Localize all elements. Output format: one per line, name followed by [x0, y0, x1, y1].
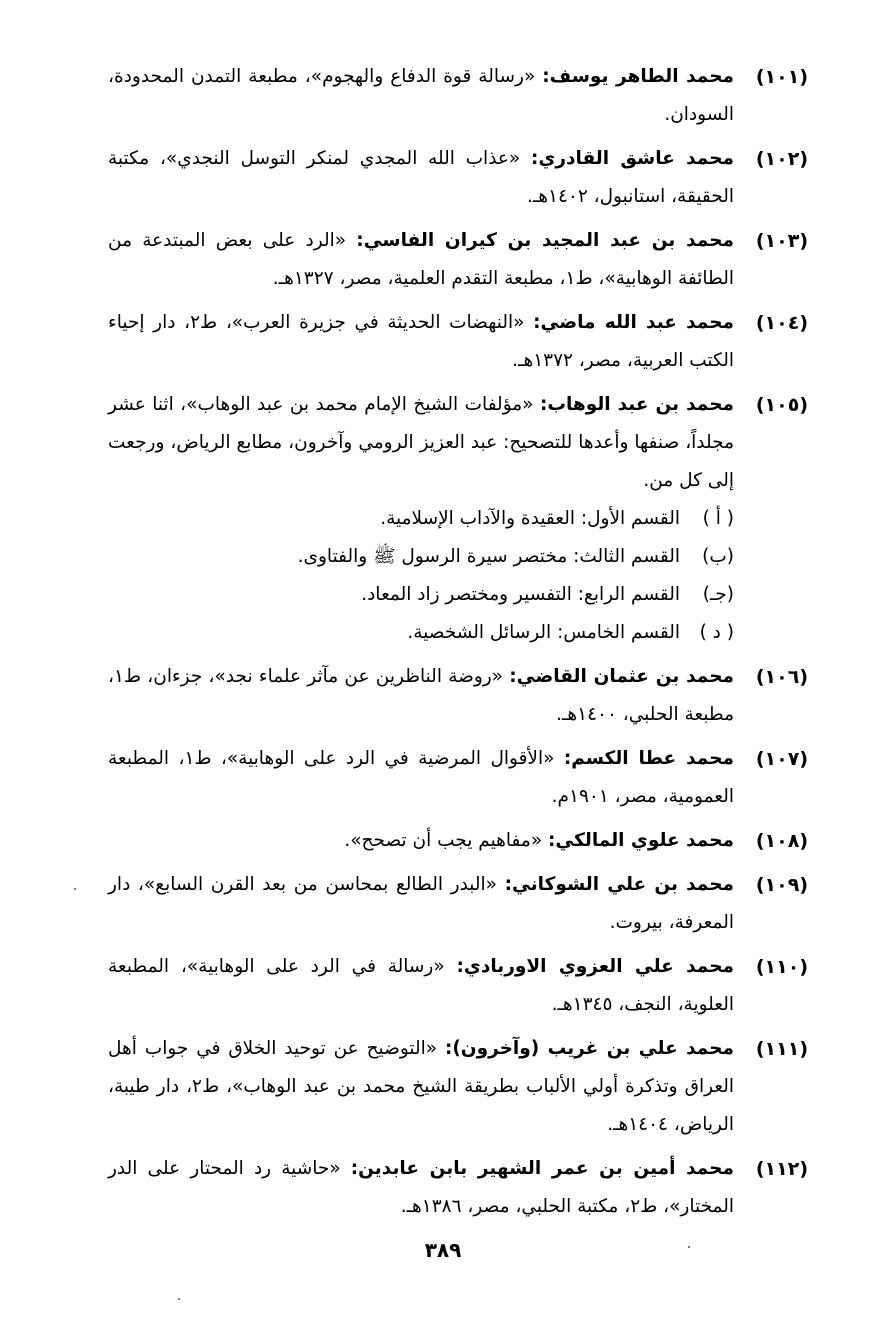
entry-author: محمد علوي المالكي: [548, 830, 734, 851]
volume-subitem [108, 538, 734, 576]
bibliography-list [108, 58, 808, 1232]
volume-sublist [108, 500, 734, 652]
entry-number: (١١٢) [755, 1158, 808, 1180]
entry-number: (١١٠) [755, 956, 808, 978]
subitem-label: ( د ) [699, 622, 734, 643]
entry-author: محمد عاشق القادري: [531, 148, 734, 169]
bibliography-entry [108, 948, 808, 1024]
scan-speck [178, 1298, 180, 1300]
entry-author: محمد بن عثمان القاضي: [509, 666, 734, 687]
entry-text: «الرد على بعض المبتدعة من الطائفة الوهابية»، ط١، مطبعة التقدم العلمية، مصر، ١٣٢٧هـ. [108, 230, 734, 289]
entry-body [108, 386, 734, 652]
subitem-text: القسم الأول: العقيدة والآداب الإسلامية. [380, 508, 680, 529]
entry-text: «روضة الناظرين عن مآثر علماء نجد»، جزءان، ط١، مطبعة الحلبي، ١٤٠٠هـ. [108, 666, 734, 725]
bibliography-entry [108, 740, 808, 816]
entry-number: (١٠٧) [755, 748, 808, 770]
bibliography-entry [108, 866, 808, 942]
bibliography-entry [108, 222, 808, 298]
entry-author: محمد علي بن غريب (وآخرون): [444, 1038, 734, 1059]
entry-text: «حاشية رد المحتار على الدر المختار»، ط٢، مكتبة الحلبي، مصر، ١٣٨٦هـ. [108, 1158, 734, 1217]
page-number: ٣٨٩ [424, 1238, 462, 1262]
bibliography-entry [108, 1030, 808, 1144]
entry-text: «رسالة في الرد على الوهابية»، المطبعة العلوية، النجف، ١٣٤٥هـ. [108, 956, 734, 1015]
entry-author: محمد بن علي الشوكاني: [504, 874, 734, 895]
entry-body [108, 140, 734, 216]
entry-body [108, 58, 734, 134]
entry-number: (١٠٤) [755, 312, 808, 334]
entry-body [108, 1150, 734, 1226]
entry-number: (١٠٢) [755, 148, 808, 170]
entry-author: محمد بن عبد المجيد بن كيران الفاسي: [356, 230, 735, 251]
entry-body [108, 304, 734, 380]
scan-speck [688, 1246, 690, 1248]
entry-text: «عذاب الله المجدي لمنكر التوسل النجدي»، مكتبة الحقيقة، استانبول، ١٤٠٢هـ. [108, 148, 734, 207]
entry-text: «النهضات الحديثة في جزيرة العرب»، ط٢، دار إحياء الكتب العربية، مصر، ١٣٧٢هـ. [108, 312, 734, 371]
entry-author: محمد عبد الله ماضي: [533, 312, 734, 333]
bibliography-entry [108, 58, 808, 134]
bibliography-entry [108, 822, 808, 860]
volume-subitem [108, 576, 734, 614]
entry-text: «مؤلفات الشيخ الإمام محمد بن عبد الوهاب»، اثنا عشر مجلداً، صنفها وأعدها للتصحيح: عبد العزيز الرومي وآخرون، مطابع الرياض، ورجعت إلى كل من. [108, 394, 734, 491]
subitem-label: ( أ ) [702, 508, 734, 529]
bibliography-entry [108, 386, 808, 652]
entry-body [108, 948, 734, 1024]
entry-body [108, 222, 734, 298]
entry-text: «الأقوال المرضية في الرد على الوهابية»، ط١، المطبعة العمومية، مصر، ١٩٠١م. [108, 748, 734, 807]
entry-number: (١٠٣) [755, 230, 808, 252]
entry-body [108, 740, 734, 816]
volume-subitem [108, 500, 734, 538]
entry-number: (١٠١) [755, 66, 808, 88]
entry-body [108, 822, 734, 860]
entry-body [108, 866, 734, 942]
entry-author: محمد عطا الكسم: [563, 748, 734, 769]
entry-author: محمد الطاهر يوسف: [542, 66, 734, 87]
bibliography-entry [108, 304, 808, 380]
entry-number: (١٠٨) [755, 830, 808, 852]
entry-number: (١٠٥) [755, 394, 808, 416]
entry-author: محمد بن عبد الوهاب: [539, 394, 734, 415]
entry-text: «رسالة قوة الدفاع والهجوم»، مطبعة التمدن المحدودة، السودان. [108, 66, 734, 125]
entry-number: (١٠٦) [755, 666, 808, 688]
entry-text: «مفاهيم يجب أن تصحح». [344, 830, 543, 851]
entry-number: (١٠٩) [755, 874, 808, 896]
entry-author: محمد أمين بن عمر الشهير بابن عابدين: [350, 1158, 734, 1179]
bibliography-entry [108, 658, 808, 734]
scan-speck [74, 888, 76, 890]
entry-text: «البدر الطالع بمحاسن من بعد القرن السابع»، دار المعرفة، بيروت. [108, 874, 734, 933]
subitem-label: (جـ) [702, 584, 734, 605]
subitem-text: القسم الرابع: التفسير ومختصر زاد المعاد. [361, 584, 680, 605]
bibliography-entry [108, 140, 808, 216]
bibliography-entry [108, 1150, 808, 1226]
volume-subitem [108, 614, 734, 652]
entry-text: «التوضيح عن توحيد الخلاق في جواب أهل العراق وتذكرة أولي الألباب بطريقة الشيخ محمد بن عبد الوهاب»، ط٢، دار طيبة، الرياض، ١٤٠٤هـ. [108, 1038, 734, 1135]
entry-body [108, 1030, 734, 1144]
entry-body [108, 658, 734, 734]
subitem-text: القسم الثالث: مختصر سيرة الرسول ﷺ والفتاوى. [297, 546, 680, 567]
subitem-text: القسم الخامس: الرسائل الشخصية. [407, 622, 680, 643]
entry-number: (١١١) [755, 1038, 808, 1060]
entry-author: محمد علي العزوي الاوربادي: [456, 956, 735, 977]
subitem-label: (ب) [702, 546, 734, 567]
